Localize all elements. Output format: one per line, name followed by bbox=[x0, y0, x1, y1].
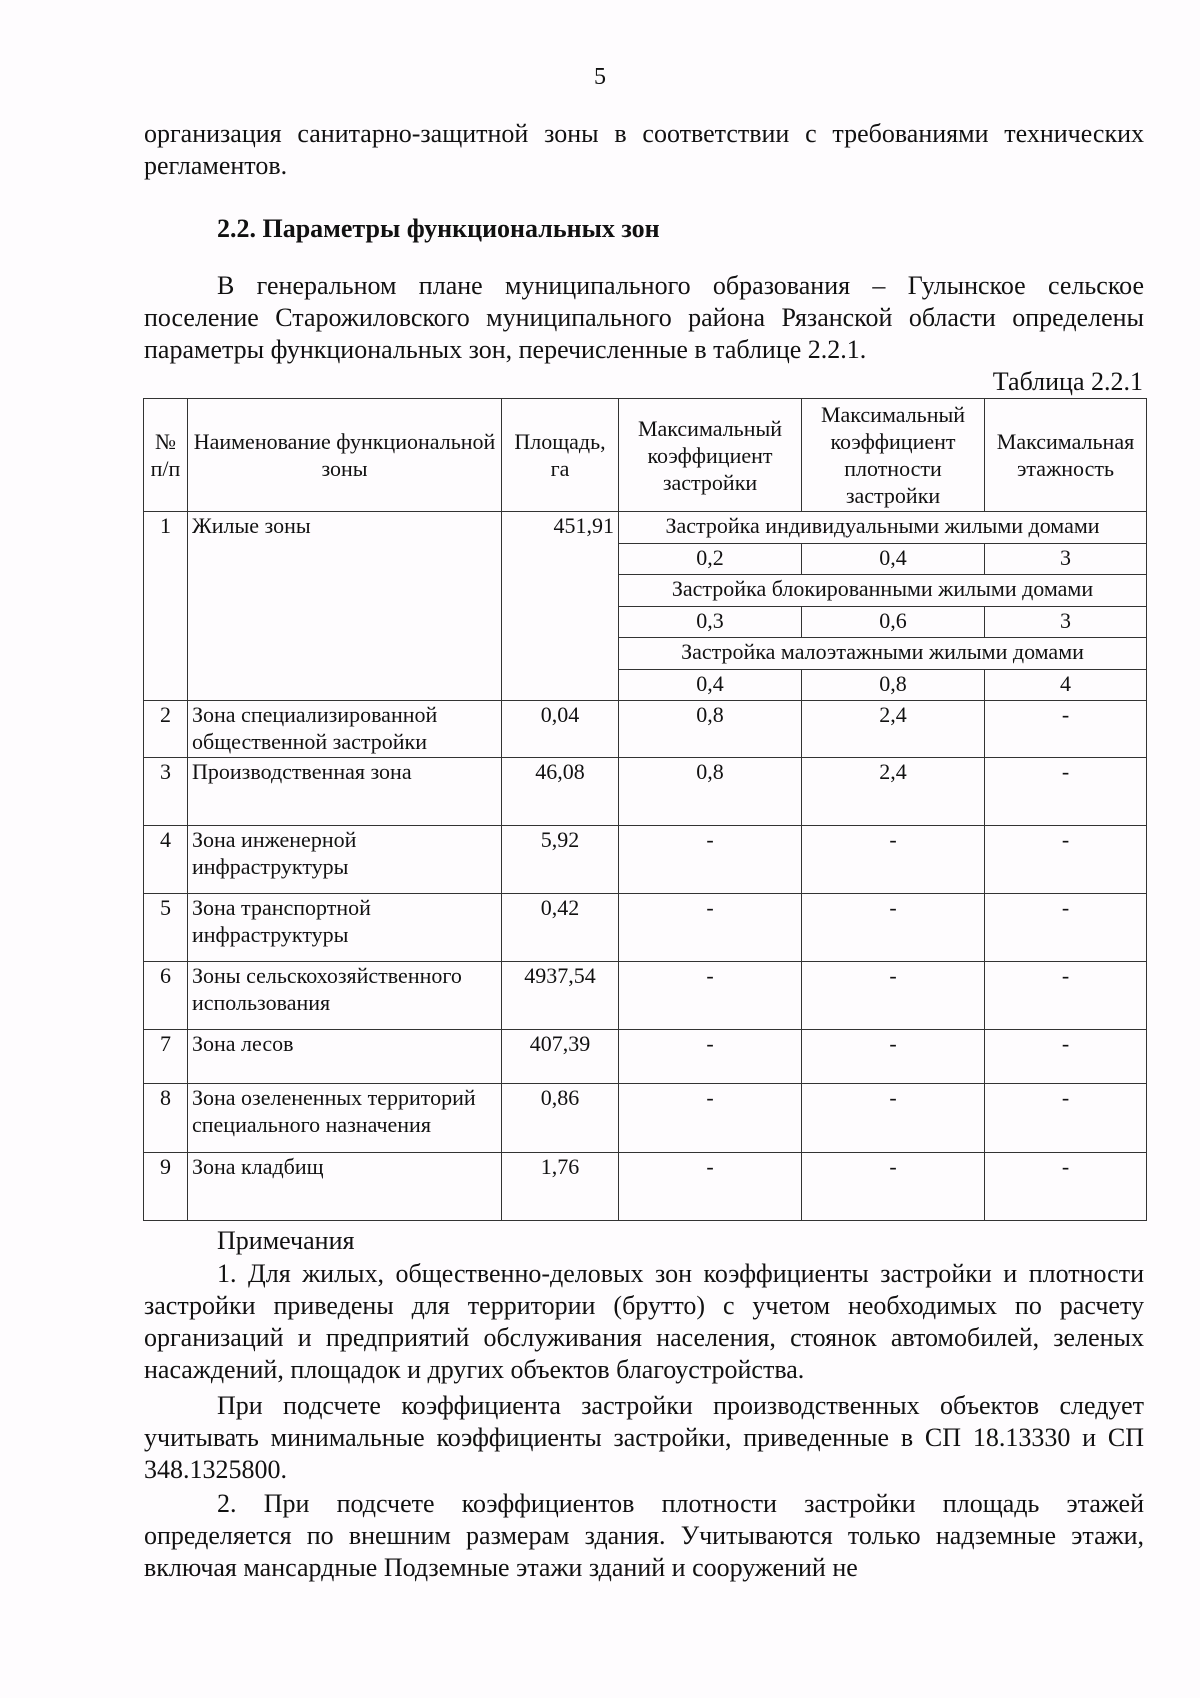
cell-density: - bbox=[802, 1153, 985, 1221]
cell-density: 0,8 bbox=[802, 670, 985, 701]
cell-area: 4937,54 bbox=[502, 962, 619, 1030]
header-floors: Максимальная этажность bbox=[985, 399, 1147, 512]
table-row bbox=[144, 1153, 1147, 1221]
section-heading: 2.2. Параметры функциональных зон bbox=[217, 214, 660, 243]
cell-name: Производственная зона bbox=[188, 758, 502, 826]
cell-floors: - bbox=[985, 1153, 1147, 1221]
cell-coverage: - bbox=[619, 894, 802, 962]
cell-area: 0,42 bbox=[502, 894, 619, 962]
cell-floors: - bbox=[985, 1030, 1147, 1084]
cell-coverage: - bbox=[619, 826, 802, 894]
cell-name-text: Зона озелененных территорий специального назначения bbox=[192, 1085, 476, 1137]
subgroup-title: Застройка блокированными жилыми домами bbox=[619, 575, 1147, 607]
cell-coverage: 0,8 bbox=[619, 758, 802, 826]
table-row bbox=[144, 826, 1147, 894]
cell-area: 407,39 bbox=[502, 1030, 619, 1084]
table-row bbox=[144, 512, 1147, 544]
zones-table bbox=[143, 398, 1147, 1221]
intro-paragraph: организация санитарно-защитной зоны в соответствии с требованиями технических регламентов. bbox=[144, 119, 1144, 180]
cell-num: 4 bbox=[144, 826, 188, 894]
cell-num: 9 bbox=[144, 1153, 188, 1221]
table-row bbox=[144, 701, 1147, 758]
cell-floors: 4 bbox=[985, 670, 1147, 701]
cell-area: 46,08 bbox=[502, 758, 619, 826]
cell-coverage: 0,4 bbox=[619, 670, 802, 701]
header-coverage: Максимальный коэффициент застройки bbox=[619, 399, 802, 512]
cell-floors: - bbox=[985, 758, 1147, 826]
cell-floors: - bbox=[985, 962, 1147, 1030]
cell-floors: 3 bbox=[985, 544, 1147, 575]
cell-area: 0,04 bbox=[502, 701, 619, 758]
cell-coverage: 0,8 bbox=[619, 701, 802, 758]
table-row bbox=[144, 1084, 1147, 1153]
note-1: 1. Для жилых, общественно-деловых зон коэффициенты застройки и плотности застройки приведены для территории (брутто) с учетом необходимых по расчету организаций и предприятий обслуживания населения, стоянок автомобилей, зеленых насаждений, площадок и других объектов благоустройства. bbox=[144, 1259, 1144, 1384]
cell-num: 8 bbox=[144, 1084, 188, 1153]
cell-density: 0,4 bbox=[802, 544, 985, 575]
header-density: Максимальный коэффициент плотности застройки bbox=[802, 399, 985, 512]
cell-num: 5 bbox=[144, 894, 188, 962]
cell-floors: - bbox=[985, 1084, 1147, 1153]
cell-name: Зона транспортной инфраструктуры bbox=[188, 894, 502, 962]
cell-coverage: - bbox=[619, 1153, 802, 1221]
cell-density: 2,4 bbox=[802, 758, 985, 826]
cell-name: Зона лесов bbox=[188, 1030, 502, 1084]
cell-density: - bbox=[802, 894, 985, 962]
cell-density: - bbox=[802, 962, 985, 1030]
subgroup-title: Застройка малоэтажными жилыми домами bbox=[619, 638, 1147, 670]
cell-coverage: 0,2 bbox=[619, 544, 802, 575]
subgroup-title: Застройка индивидуальными жилыми домами bbox=[619, 512, 1147, 544]
cell-density: - bbox=[802, 1030, 985, 1084]
cell-name: Жилые зоны bbox=[188, 512, 502, 701]
cell-name bbox=[188, 1084, 502, 1153]
table-caption: Таблица 2.2.1 bbox=[992, 367, 1143, 396]
cell-coverage: 0,3 bbox=[619, 607, 802, 638]
notes-title: Примечания bbox=[217, 1226, 355, 1255]
note-1-extra: При подсчете коэффициента застройки производственных объектов следует учитывать минимальные коэффициенты застройки, приведенные в СП 18.13330 и СП 348.1325800. bbox=[144, 1391, 1144, 1484]
table-header-row bbox=[144, 399, 1147, 512]
page-number: 5 bbox=[594, 64, 606, 90]
cell-num: 1 bbox=[144, 512, 188, 701]
header-area: Площадь, га bbox=[502, 399, 619, 512]
cell-coverage: - bbox=[619, 1030, 802, 1084]
cell-density: 0,6 bbox=[802, 607, 985, 638]
cell-num: 7 bbox=[144, 1030, 188, 1084]
cell-num: 2 bbox=[144, 701, 188, 758]
cell-density: - bbox=[802, 1084, 985, 1153]
table-row bbox=[144, 894, 1147, 962]
cell-area: 5,92 bbox=[502, 826, 619, 894]
section-paragraph: В генеральном плане муниципального образования – Гулынское сельское поселение Старожиловского муниципального района Рязанской области определены параметры функциональных зон, перечисленные в таблице 2.2.1. bbox=[144, 271, 1144, 364]
header-name: Наименование функциональной зоны bbox=[188, 399, 502, 512]
cell-name: Зоны сельскохозяйственного использования bbox=[188, 962, 502, 1030]
cell-floors: 3 bbox=[985, 607, 1147, 638]
cell-floors: - bbox=[985, 894, 1147, 962]
cell-coverage: - bbox=[619, 962, 802, 1030]
cell-density: 2,4 bbox=[802, 701, 985, 758]
table-row bbox=[144, 1030, 1147, 1084]
table-row bbox=[144, 962, 1147, 1030]
cell-area: 1,76 bbox=[502, 1153, 619, 1221]
cell-num: 3 bbox=[144, 758, 188, 826]
table-row bbox=[144, 758, 1147, 826]
cell-name: Зона специализированной общественной застройки bbox=[188, 701, 502, 758]
cell-density: - bbox=[802, 826, 985, 894]
cell-name: Зона кладбищ bbox=[188, 1153, 502, 1221]
cell-floors: - bbox=[985, 701, 1147, 758]
header-num: № п/п bbox=[144, 399, 188, 512]
cell-area: 451,91 bbox=[502, 512, 619, 701]
cell-area: 0,86 bbox=[502, 1084, 619, 1153]
cell-floors: - bbox=[985, 826, 1147, 894]
cell-coverage: - bbox=[619, 1084, 802, 1153]
cell-name: Зона инженерной инфраструктуры bbox=[188, 826, 502, 894]
note-2: 2. При подсчете коэффициентов плотности застройки площадь этажей определяется по внешним размерам здания. Учитываются только надземные этажи, включая мансардные Подземные этажи зданий и сооружений не bbox=[144, 1489, 1144, 1582]
cell-num: 6 bbox=[144, 962, 188, 1030]
